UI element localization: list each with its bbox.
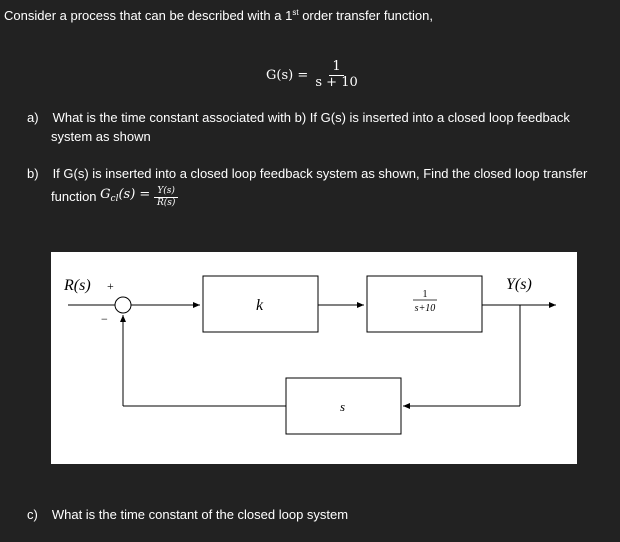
block-k-label: k <box>256 297 264 314</box>
equation-denominator: s + 10 <box>315 74 358 90</box>
question-a-line2: system as shown <box>51 129 151 144</box>
minus-sign: − <box>101 312 108 326</box>
question-b-label: b) <box>27 166 39 181</box>
equation-numerator: 1 <box>329 60 343 76</box>
question-b <box>27 165 587 183</box>
equation-lhs: G(s) = <box>266 67 309 83</box>
plus-sign: + <box>107 279 114 293</box>
closed-loop-denominator: R(s) <box>156 197 176 208</box>
input-label: R(s) <box>64 277 91 294</box>
question-b-line2: function $G_{cl}(s)$ = $\frac{Y(s)}{R(s)}$ <box>51 186 178 208</box>
question-a <box>27 109 570 127</box>
block-s-label: s <box>340 399 346 414</box>
transfer-function-equation <box>266 60 361 91</box>
question-c-label: c) <box>27 507 38 522</box>
output-label: Y(s) <box>506 276 532 293</box>
block-g-denominator: s+10 <box>414 303 436 314</box>
summing-junction <box>115 297 131 313</box>
block-g-numerator: 1 <box>422 289 428 300</box>
question-a-label: a) <box>27 110 39 125</box>
block-diagram-svg <box>51 252 577 464</box>
closed-loop-numerator: Y(s) <box>154 186 178 197</box>
question-c <box>27 506 348 524</box>
question-c-text: What is the time constant of the closed loop system <box>51 507 349 522</box>
question-b-line1: If G(s) is inserted into a closed loop feedback system as shown, Find the closed loop transfer <box>52 166 588 181</box>
intro-text: Consider a process that can be described with a 1st order transfer function, <box>4 8 433 23</box>
block-diagram <box>51 252 577 464</box>
question-a-line1: What is the time constant associated with b) If G(s) is inserted into a closed loop feedback <box>52 110 570 125</box>
